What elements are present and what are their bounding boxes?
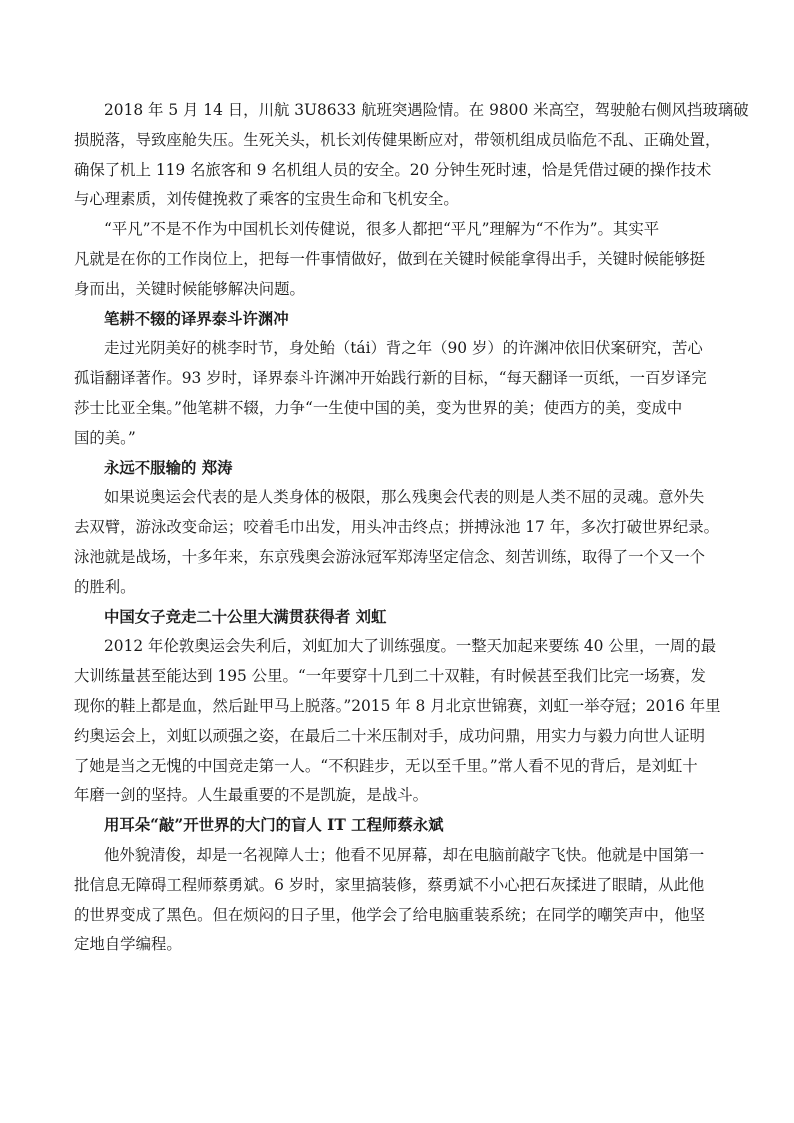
paragraph-line: 如果说奥运会代表的是人类身体的极限，那么残奥会代表的则是人类不屈的灵魂。意外失 xyxy=(104,488,705,507)
paragraph-line: 大训练量甚至能达到 195 公里。“一年要穿十几到二十双鞋，有时候甚至我们比完一场赛，发 xyxy=(74,667,706,686)
paragraph-line: 2012 年伦敦奥运会失利后，刘虹加大了训练强度。一整天加起来要练 40 公里，一周的最 xyxy=(104,637,717,656)
paragraph-line: 的世界变成了黑色。但在烦闷的日子里，他学会了给电脑重装系统；在同学的嘲笑声中，他坚 xyxy=(74,905,706,924)
paragraph-line: 莎士比亚全集。”他笔耕不辍，力争“一生使中国的美，变为世界的美；使西方的美，变成中 xyxy=(74,398,683,417)
paragraph-line: 泳池就是战场，十多年来，东京残奥会游泳冠军郑涛坚定信念、刻苦训练，取得了一个又一个 xyxy=(74,547,706,566)
paragraph-xu-yuanchong xyxy=(74,334,720,453)
document-body xyxy=(74,96,749,960)
paragraph-line: 现你的鞋上都是血，然后趾甲马上脱落。”2015 年 8 月北京世锦赛，刘虹一举夺冠；2016 年里 xyxy=(74,696,721,715)
paragraph-line: 与心理素质，刘传健挽救了乘客的宝贵生命和飞机安全。 xyxy=(74,190,459,209)
paragraph-line: 身而出，关键时候能够解决问题。 xyxy=(74,279,305,298)
section-heading: 用耳朵“敲”开世界的大门的盲人 IT 工程师蔡永斌 xyxy=(104,816,444,835)
section-heading: 永远不服输的 郑涛 xyxy=(104,458,233,477)
paragraph-line: 他外貌清俊，却是一名视障人士；他看不见屏幕，却在电脑前敲字飞快。他就是中国第一 xyxy=(104,845,705,864)
section-heading: 笔耕不辍的译界泰斗许渊冲 xyxy=(104,309,289,328)
heading-liu-hong xyxy=(104,603,720,633)
heading-cai-yongbin xyxy=(104,811,720,841)
paragraph-line: 损脱落，导致座舱失压。生死关头，机长刘传健果断应对，带领机组成员临危不乱、正确处置， xyxy=(74,130,721,149)
paragraph-line: 的胜利。 xyxy=(74,577,136,596)
paragraph-line: 2018 年 5 月 14 日，川航 3U8633 航班突遇险情。在 9800 米高空，驾驶舱右侧风挡玻璃破 xyxy=(104,101,749,119)
paragraph-line: “平凡”不是不作为中国机长刘传健说，很多人都把“平凡”理解为“不作为”。其实平 xyxy=(104,220,660,239)
paragraph-line: 走过光阴美好的桃李时节，身处鲐（tái）背之年（90 岁）的许渊冲依旧伏案研究，苦心 xyxy=(104,339,703,358)
heading-zheng-tao xyxy=(104,454,720,484)
paragraph-line: 定地自学编程。 xyxy=(74,935,182,954)
paragraph-ordinary-meaning xyxy=(74,215,720,304)
paragraph-zheng-tao xyxy=(74,483,720,602)
paragraph-line: 国的美。” xyxy=(74,428,136,447)
paragraph-line: 约奥运会上，刘虹以顽强之姿，在最后二十米压制对手，成功问鼎，用实力与毅力向世人证明 xyxy=(74,726,706,745)
paragraph-line: 凡就是在你的工作岗位上，把每一件事情做好，做到在关键时候能拿得出手，关键时候能够挺 xyxy=(74,249,706,268)
paragraph-line: 了她是当之无愧的中国竞走第一人。“不积跬步，无以至千里。”常人看不见的背后，是刘虹十 xyxy=(74,756,698,775)
paragraph-line: 确保了机上 119 名旅客和 9 名机组人员的安全。20 分钟生死时速，恰是凭借过硬的操作技术 xyxy=(74,160,712,179)
paragraph-line: 年磨一剑的坚持。人生最重要的不是凯旋，是战斗。 xyxy=(74,786,428,805)
section-heading: 中国女子竞走二十公里大满贯获得者 刘虹 xyxy=(104,607,387,626)
heading-xu-yuanchong xyxy=(104,305,720,335)
paragraph-cai-yongbin xyxy=(74,841,720,960)
paragraph-liu-chuanjian-incident xyxy=(74,96,749,215)
paragraph-line: 孤诣翻译著作。93 岁时，译界泰斗许渊冲开始践行新的目标，“每天翻译一页纸，一百岁译完 xyxy=(74,369,707,388)
paragraph-liu-hong xyxy=(74,632,721,811)
paragraph-line: 批信息无障碍工程师蔡勇斌。6 岁时，家里搞装修，蔡勇斌不小心把石灰揉进了眼睛，从此他 xyxy=(74,875,705,894)
paragraph-line: 去双臂，游泳改变命运；咬着毛巾出发，用头冲击终点；拼搏泳池 17 年，多次打破世界纪录。 xyxy=(74,518,719,537)
